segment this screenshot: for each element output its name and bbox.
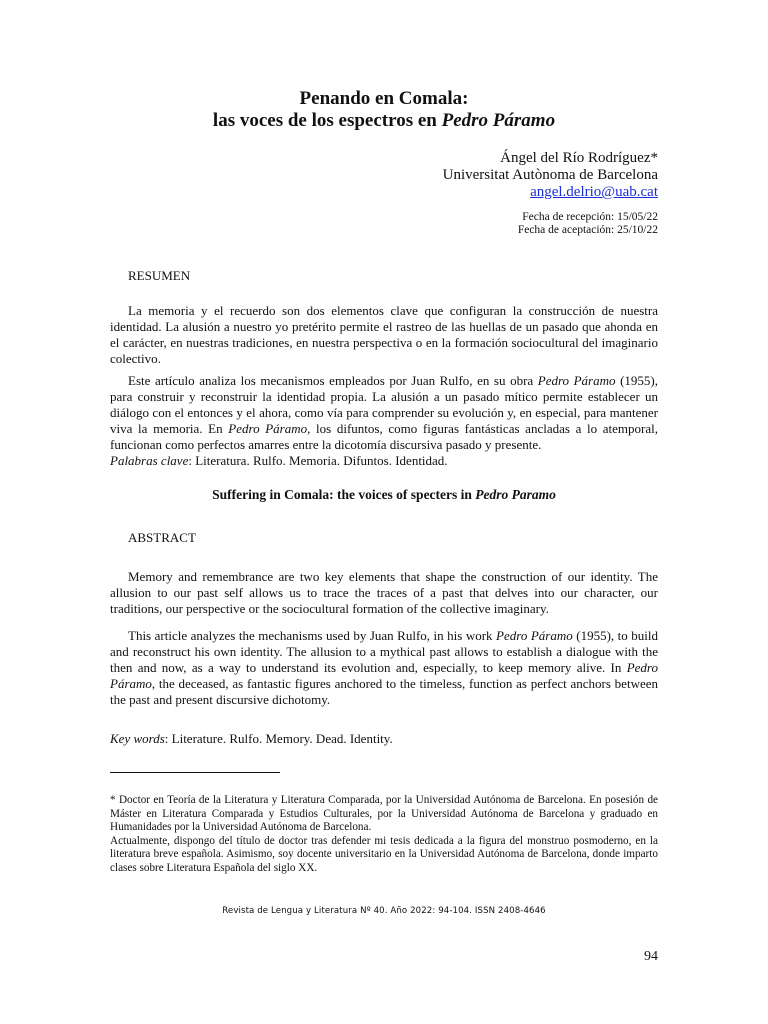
palabras-clave-label: Palabras clave xyxy=(110,453,189,468)
english-title xyxy=(0,487,768,503)
journal-citation: Revista de Lengua y Literatura Nº 40. Año 2022: 94-104. ISSN 2408-4646 xyxy=(222,906,546,916)
page-number: 94 xyxy=(644,949,658,964)
english-title-work: Pedro Paramo xyxy=(475,487,556,502)
abstract-p2-text-e: , the deceased, as fantastic figures anchored to the timeless, function as perfect anchors between the past and present discursive dichotomy. xyxy=(110,676,658,707)
abstract-p2-text-c: (1955), to build and reconstruct his own identity. The allusion to a mythical past allows to establish a dialogue with the then and now, as a way to understand its evolution and, especially, to keep memory alive. In xyxy=(110,628,658,675)
abstract-p2-text-a: This article analyzes the mechanisms used by Juan Rulfo, in his work xyxy=(128,628,497,643)
author-email-link[interactable]: angel.delrio@uab.cat xyxy=(530,184,658,200)
resumen-p2-text-a: Este artículo analiza los mecanismos empleados por Juan Rulfo, en su obra xyxy=(128,373,538,388)
abstract-paragraph-2 xyxy=(110,628,658,708)
abstract-body xyxy=(110,569,658,708)
key-words-label: Key words xyxy=(110,731,165,746)
resumen-p2-work-1: Pedro Páramo xyxy=(537,373,616,388)
author-name: Ángel del Río Rodríguez* xyxy=(500,150,658,166)
resumen-p2-text-c: (1955), para construir y reconstruir la identidad propia. La alusión a un pasado mítico permite establecer un diálogo con el entonces y el ahora, como vía para comprender su evolución y, en especial, para mantener viva la memoria. En xyxy=(110,373,658,436)
abstract-p2-work-1: Pedro Páramo xyxy=(496,628,573,643)
author-affiliation: Universitat Autònoma de Barcelona xyxy=(442,167,658,183)
article-title-work: Pedro Páramo xyxy=(441,110,556,131)
abstract-p2-work-2: Pedro Páramo xyxy=(110,660,658,691)
english-title-text: Suffering in Comala: the voices of specters in xyxy=(212,487,476,502)
article-title-line2 xyxy=(0,109,768,133)
footnote-paragraph-2: Actualmente, dispongo del título de doctor tras defender mi tesis dedicada a la figura del monstruo posmoderno, en la literatura breve española. Asimismo, soy docente universitario en la Universidad Autónoma de Barcelona, donde imparto clases sobre Literatura Española del siglo XX. xyxy=(110,834,658,874)
article-title-line1: Penando en Comala: xyxy=(299,88,469,109)
abstract-paragraph-1: Memory and remembrance are two key elements that shape the construction of our identity. The allusion to our past self allows us to trace the traces of a past that delves into our character, our traditions, our perspective or the sociocultural formation of the collective imaginary. xyxy=(110,569,658,616)
footnote xyxy=(110,794,658,875)
received-date: Fecha de recepción: 15/05/22 xyxy=(522,211,658,223)
key-words-text: : Literature. Rulfo. Memory. Dead. Identity. xyxy=(164,731,393,746)
resumen-paragraph-1: La memoria y el recuerdo son dos elementos clave que configuran la construcción de nuestra identidad. La alusión a nuestro yo pretérito permite el rastreo de las huellas de un pasado que ahonda en el carácter, en nuestras tradiciones, en nuestra perspectiva o en la formación sociocultural del imaginario colectivo. xyxy=(110,303,658,366)
footnote-paragraph-1: * Doctor en Teoría de la Literatura y Literatura Comparada, por la Universidad Autónoma de Barcelona. En posesión de Máster en Literatura Comparada y Estudios Culturales, por la Universidad Autónoma de Barcelona y graduado en Humanidades por la Universidad Autónoma de Barcelona. xyxy=(110,794,658,833)
palabras-clave xyxy=(110,453,448,469)
key-words xyxy=(110,731,393,747)
abstract-heading: ABSTRACT xyxy=(128,530,196,545)
resumen-p2-work-2: Pedro Páramo xyxy=(228,421,308,436)
resumen-heading: RESUMEN xyxy=(128,268,191,283)
resumen-p2-text-e: , los difuntos, como figuras fantásticas ancladas a lo atemporal, funcionan como perfectos amarres entre la dicotomía discursiva pasado y presente. xyxy=(110,421,658,452)
resumen-body xyxy=(110,303,658,453)
resumen-paragraph-2 xyxy=(110,373,658,453)
article-title-line2-text: las voces de los espectros en xyxy=(212,110,442,131)
palabras-clave-text: : Literatura. Rulfo. Memoria. Difuntos. Identidad. xyxy=(188,453,448,468)
footnote-separator xyxy=(110,772,280,773)
accepted-date: Fecha de aceptación: 25/10/22 xyxy=(517,224,658,236)
